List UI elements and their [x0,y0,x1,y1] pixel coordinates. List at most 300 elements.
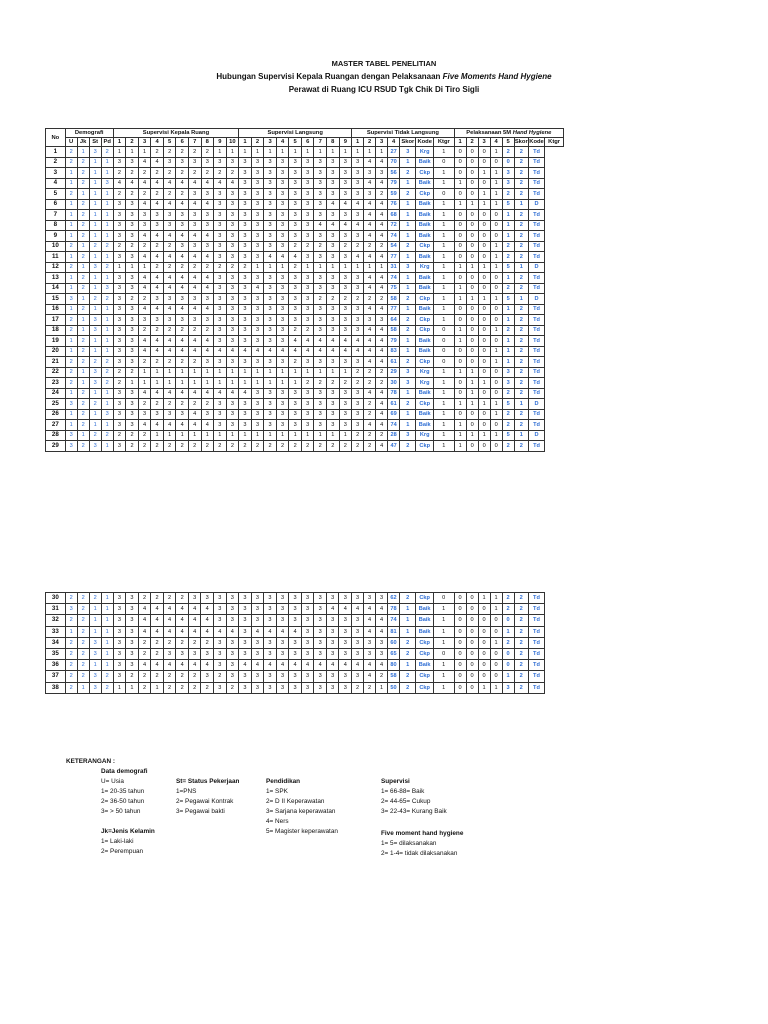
table-cell: 2 [301,241,314,252]
table-cell: 0 [466,420,478,431]
table-cell: 2 [77,157,89,168]
table-cell: 0 [466,178,478,189]
table-cell: 1 [101,615,113,626]
table-cell: 1 [151,378,164,389]
table-cell: D [528,399,544,410]
table-cell: 3 [126,593,139,604]
table-cell: 2 [400,637,416,648]
table-cell: 3 [126,615,139,626]
table-cell: 1 [264,262,277,273]
table-cell: 1 [226,430,239,441]
table-row [46,626,564,637]
table-cell: 1 [101,660,113,671]
table-cell: 0 [466,273,478,284]
table-row [46,420,564,431]
table-cell: 1 [433,388,454,399]
table-cell: 3 [301,252,314,263]
table-cell: 0 [490,336,502,347]
table-cell: 3 [251,315,264,326]
table-cell: 77 [388,252,400,263]
table-cell: 1 [433,604,454,615]
table-cell: 1 [226,378,239,389]
table-cell: 3 [301,283,314,294]
title-line2: Hubungan Supervisi Kepala Ruangan dengan Pelaksanaan Five Moments Hand Hygiene [216,72,552,81]
table-cell: 3 [301,357,314,368]
table-cell: 61 [388,399,400,410]
table-cell: 3 [301,420,314,431]
table-cell: 4 [151,626,164,637]
table-cell: 1 [89,168,101,179]
row-number: 35 [46,648,66,659]
table-cell: 1 [490,637,502,648]
table-cell: 3 [376,637,388,648]
table-cell: 2 [65,648,77,659]
table-cell: Td [528,189,544,200]
row-number: 28 [46,430,66,441]
table-cell: 3 [289,648,302,659]
table-cell: 3 [239,604,252,615]
table-cell: 3 [239,199,252,210]
table-cell: 2 [364,399,376,410]
table-cell: 1 [400,252,416,263]
table-cell: 4 [376,388,388,399]
table-cell: 3 [276,210,289,221]
table-cell: 1 [301,262,314,273]
table-cell: 3 [339,178,352,189]
table-cell: 1 [466,294,478,305]
table-cell: 4 [327,199,340,210]
table-cell: 4 [138,283,151,294]
table-cell: Td [528,168,544,179]
table-cell: 2 [65,671,77,682]
table-cell: 2 [65,325,77,336]
table-cell: 0 [490,304,502,315]
table-cell: 1 [214,430,227,441]
header-col: 1 [239,138,252,147]
table-cell: 4 [138,252,151,263]
table-cell: 2 [514,637,528,648]
table-cell: 3 [239,168,252,179]
header-col: 4 [388,138,400,147]
table-cell: 3 [339,409,352,420]
table-cell: 2 [176,671,189,682]
table-cell: 1 [77,147,89,158]
table-cell: 3 [176,210,189,221]
table-cell: 2 [176,168,189,179]
table-cell: 3 [188,294,201,305]
table-cell: 4 [276,252,289,263]
table-cell: 3 [289,671,302,682]
table-cell: 3 [251,168,264,179]
table-cell: 1 [454,367,466,378]
table-cell: 0 [490,378,502,389]
table-cell: Td [528,420,544,431]
table-cell: 4 [176,178,189,189]
table-cell: 3 [264,399,277,410]
table-cell: 0 [490,648,502,659]
table-cell: 4 [264,626,277,637]
table-cell: 2 [151,399,164,410]
table-cell: 3 [400,262,416,273]
table-cell: 3 [113,593,126,604]
table-cell: 1 [188,430,201,441]
table-cell: 3 [314,671,327,682]
table-cell: 4 [201,304,214,315]
table-cell: 4 [163,273,176,284]
table-cell: 2 [314,378,327,389]
table-cell: 1 [327,367,340,378]
table-cell: 4 [176,346,189,357]
table-cell: 4 [176,626,189,637]
table-cell: 3 [138,210,151,221]
table-cell: 3 [276,199,289,210]
table-cell: Td [528,283,544,294]
table-cell: 3 [214,189,227,200]
table-cell: 2 [138,593,151,604]
table-cell: 4 [176,231,189,242]
table-cell: 1 [101,231,113,242]
table-cell: 4 [188,409,201,420]
table-cell: 3 [339,626,352,637]
table-cell: 4 [163,420,176,431]
legend-item: 3= 22-43= Kurang Baik [381,808,447,815]
table-cell: 1 [89,336,101,347]
table-cell: 1 [289,147,302,158]
table-cell: 0 [478,346,490,357]
table-cell: 4 [151,252,164,263]
table-cell: 3 [226,241,239,252]
table-cell: 3 [163,409,176,420]
table-cell: 2 [163,168,176,179]
table-cell: 2 [163,241,176,252]
table-cell: 1 [433,637,454,648]
table-cell: 1 [433,409,454,420]
legend-status [176,777,239,817]
table-cell: 3 [314,388,327,399]
table-cell: 2 [188,168,201,179]
table-cell: 3 [226,220,239,231]
table-cell: 4 [138,660,151,671]
table-cell: 3 [113,346,126,357]
table-cell: 3 [239,178,252,189]
table-cell: 2 [163,357,176,368]
table-cell: 0 [466,660,478,671]
table-cell: 5 [502,430,514,441]
table-cell: 3 [376,315,388,326]
table-cell: 2 [176,189,189,200]
table-cell: 0 [490,626,502,637]
table-cell: 2 [188,147,201,158]
table-cell: 3 [251,178,264,189]
table-cell: 2 [400,399,416,410]
table-cell: 3 [289,231,302,242]
row-number: 2 [46,157,66,168]
table-cell: 3 [113,325,126,336]
table-cell: 2 [239,262,252,273]
header-col: U [65,138,77,147]
table-cell: 3 [239,399,252,410]
table-cell: 1 [65,304,77,315]
header-col: 2 [466,138,478,147]
table-cell: 2 [201,168,214,179]
table-cell: 3 [301,682,314,693]
table-cell: 3 [301,315,314,326]
table-cell: 3 [251,399,264,410]
table-cell: 1 [201,430,214,441]
table-cell: 1 [478,593,490,604]
table-cell: 1 [65,231,77,242]
table-cell: 5 [502,294,514,305]
table-cell: 1 [454,441,466,452]
table-cell: 1 [65,409,77,420]
table-cell: 1 [514,399,528,410]
table-cell: 4 [138,231,151,242]
table-cell: 79 [388,178,400,189]
table-row [46,357,564,368]
table-cell: 4 [188,273,201,284]
table-cell: Ckp [416,168,433,179]
table-cell: 4 [376,210,388,221]
table-cell: 3 [301,189,314,200]
table-cell: 2 [77,178,89,189]
table-cell: 2 [101,367,113,378]
table-cell: 3 [264,210,277,221]
table-cell: 2 [151,189,164,200]
table-cell: 4 [326,604,339,615]
table-cell: 4 [188,604,201,615]
table-cell: 2 [188,441,201,452]
row-number: 1 [46,147,66,158]
table-cell: 0 [490,441,502,452]
table-cell: 0 [466,615,478,626]
table-cell: 4 [201,273,214,284]
table-cell: 1 [502,357,514,368]
table-cell: 4 [339,660,352,671]
table-cell: 3 [188,648,201,659]
table-cell: 59 [388,189,400,200]
table-cell: 3 [214,304,227,315]
table-cell: 1 [400,231,416,242]
table-row [46,189,564,200]
table-cell: 2 [514,273,528,284]
table-cell: 4 [376,346,388,357]
table-cell: 1 [514,294,528,305]
table-cell: 0 [490,367,502,378]
table-cell: 0 [454,241,466,252]
table-cell: 1 [276,367,289,378]
table-cell: Td [528,336,544,347]
table-cell: 3 [126,199,139,210]
table-cell: 1 [514,430,528,441]
table-cell: 56 [388,168,400,179]
table-cell: 1 [502,626,514,637]
table-cell: 3 [214,273,227,284]
table-cell: 0 [478,252,490,263]
row-number: 3 [46,168,66,179]
table-row [46,399,564,410]
table-cell: 2 [101,147,113,158]
table-row [46,378,564,389]
table-cell: 4 [201,283,214,294]
table-cell: 3 [352,189,364,200]
table-cell: Td [528,615,544,626]
table-cell: 2 [514,252,528,263]
table-cell: 3 [214,399,227,410]
legend-pendidikan-title: Pendidikan [266,778,301,785]
table-cell: 4 [163,283,176,294]
table-cell: 2 [188,325,201,336]
table-cell: Td [528,378,544,389]
table-cell: 3 [188,241,201,252]
table-cell: 0 [478,648,490,659]
table-cell: 2 [77,604,89,615]
table-cell: 64 [388,315,400,326]
table-cell: 4 [376,420,388,431]
table-cell: 3 [276,357,289,368]
table-cell: 1 [89,273,101,284]
header-col: Jk [77,138,89,147]
header-col: 7 [314,138,327,147]
table-cell: 3 [339,189,352,200]
table-cell: 1 [65,199,77,210]
table-cell: 4 [188,615,201,626]
table-cell: 3 [264,273,277,284]
table-cell: 0 [433,157,454,168]
table-cell: 3 [352,304,364,315]
table-cell: Td [528,273,544,284]
table-cell: 3 [126,626,139,637]
table-cell: 2 [514,357,528,368]
table-cell: 3 [314,210,327,221]
table-cell: 0 [433,189,454,200]
table-cell: 1 [89,220,101,231]
table-cell: 0 [454,637,466,648]
table-row [46,147,564,158]
table-cell: 3 [89,367,101,378]
table-cell: 4 [163,231,176,242]
table-cell: 3 [151,220,164,231]
table-cell: 3 [89,648,101,659]
table-cell: 1 [454,294,466,305]
table-cell: 3 [276,241,289,252]
table-cell: Td [528,593,544,604]
table-cell: 1 [490,682,502,693]
table-row [46,346,564,357]
table-cell: Td [528,325,544,336]
table-cell: 3 [89,682,101,693]
table-cell: 4 [151,157,164,168]
table-cell: 0 [466,336,478,347]
table-cell: 0 [454,378,466,389]
table-cell: 1 [376,147,388,158]
table-cell: 4 [352,199,364,210]
header-col: Pd [101,138,113,147]
table-cell: 2 [514,336,528,347]
table-cell: 2 [77,210,89,221]
table-cell: 4 [201,252,214,263]
table-cell: 4 [151,604,164,615]
row-number: 8 [46,220,66,231]
table-cell: 1 [138,262,151,273]
table-cell: 3 [226,604,239,615]
table-cell: 0 [433,648,454,659]
table-cell: 0 [454,346,466,357]
table-cell: 2 [77,671,89,682]
table-cell: 2 [226,168,239,179]
table-cell: 2 [77,168,89,179]
table-cell: Krg [416,262,433,273]
table-cell: 3 [264,648,277,659]
row-number: 34 [46,637,66,648]
table-cell: 2 [176,682,189,693]
table-cell: 0 [490,615,502,626]
table-row [46,660,564,671]
table-cell: 3 [301,409,314,420]
table-cell: 3 [264,220,277,231]
table-row [46,210,564,221]
table-cell: 58 [388,671,400,682]
table-cell: 1 [314,430,327,441]
table-row [46,315,564,326]
table-cell: 3 [113,420,126,431]
table-cell: 1 [490,325,502,336]
table-cell: 3 [163,648,176,659]
header-group: Supervisi Tidak Langsung [352,129,455,138]
table-cell: 4 [364,615,376,626]
table-cell: 3 [251,294,264,305]
table-cell: 58 [388,294,400,305]
table-cell: 50 [388,682,400,693]
table-cell: 1 [101,157,113,168]
table-cell: 3 [327,241,340,252]
header-col: 5 [163,138,176,147]
table-cell: 2 [514,604,528,615]
row-number: 17 [46,315,66,326]
table-cell: 0 [454,210,466,221]
table-cell: 3 [400,147,416,158]
table-cell: 4 [314,660,327,671]
table-cell: 3 [113,199,126,210]
table-cell: 28 [388,430,400,441]
table-cell: 0 [466,283,478,294]
table-cell: 1 [433,252,454,263]
table-cell: 3 [289,604,302,615]
table-cell: 2 [514,660,528,671]
table-cell: 4 [251,283,264,294]
table-cell: 4 [301,660,314,671]
table-cell: 1 [176,378,189,389]
table-cell: 3 [301,220,314,231]
row-number: 32 [46,615,66,626]
table-cell: 2 [163,441,176,452]
table-cell: 3 [188,210,201,221]
table-cell: 0 [454,189,466,200]
table-cell: 1 [400,409,416,420]
table-cell: 3 [339,273,352,284]
header-col: 3 [376,138,388,147]
table-cell: 4 [376,325,388,336]
table-cell: 0 [478,220,490,231]
table-cell: 3 [289,283,302,294]
header-col: 4 [490,138,502,147]
table-cell: 3 [214,294,227,305]
table-cell: 3 [126,399,139,410]
table-cell: 2 [514,626,528,637]
table-cell: 4 [352,604,364,615]
table-cell: 4 [251,346,264,357]
table-cell: 3 [113,210,126,221]
table-cell: 2 [77,336,89,347]
